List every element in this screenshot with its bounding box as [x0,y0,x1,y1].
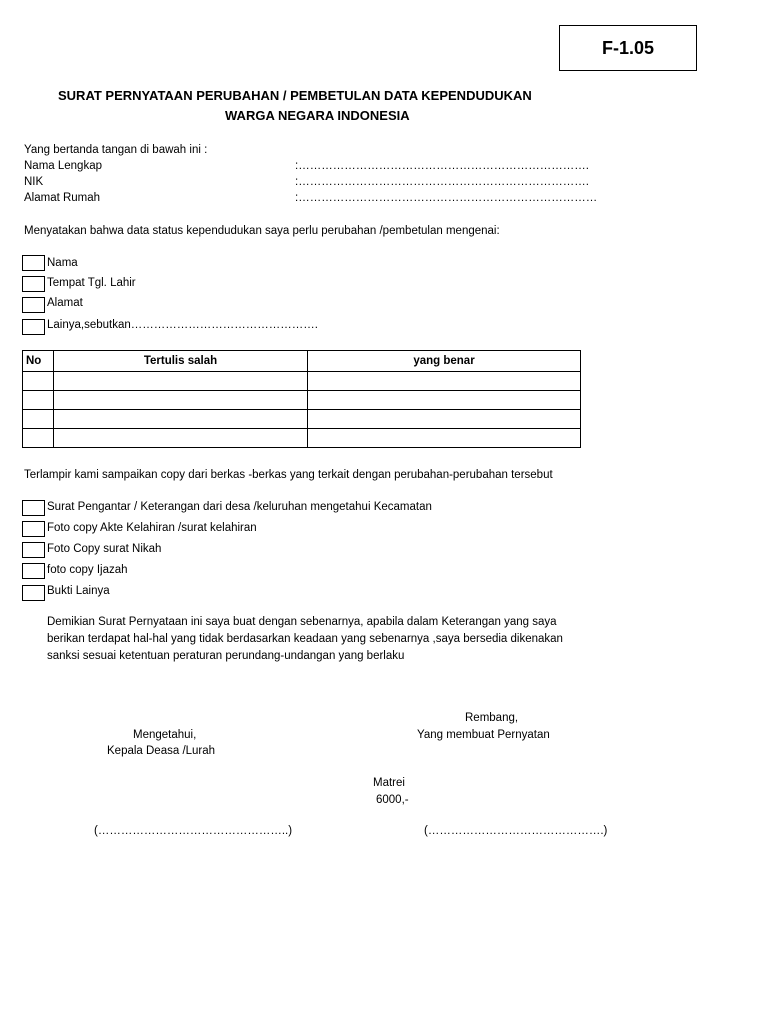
checkbox-address[interactable] [22,297,45,313]
table-row [23,429,581,448]
right-signatory-title: Yang membuat Pernyatan [417,729,550,741]
table-row [23,391,581,410]
option-label-birth: Tempat Tgl. Lahir [47,277,136,289]
attachment-label-5: Bukti Lainya [47,585,110,597]
checkbox-nama[interactable] [22,255,45,271]
checkbox-attachment-1[interactable] [22,500,45,516]
stamp-label: Matrei [373,777,405,789]
field-label-address: Alamat Rumah [24,192,101,204]
document-title-line1: SURAT PERNYATAAN PERUBAHAN / PEMBETULAN DATA KEPENDUDUKAN [58,88,532,103]
table-header-correct: yang benar [308,351,581,372]
attachment-intro: Terlampir kami sampaikan copy dari berkas -berkas yang terkait dengan perubahan-perubahan tersebut [24,469,553,481]
field-label-nik: NIK [24,176,44,188]
option-label-other: Lainya,sebutkan…………………………………………. [47,319,318,331]
field-label-name: Nama Lengkap [24,160,102,172]
document-title-line2: WARGA NEGARA INDONESIA [225,108,410,123]
field-value-nik[interactable]: :…………………………………………………………………. [295,176,589,188]
field-value-name[interactable]: :…………………………………………………………………. [295,160,589,172]
signature-place: Rembang, [465,712,519,724]
left-signatory-title-2: Kepala Deasa /Lurah [107,745,216,757]
checkbox-attachment-3[interactable] [22,542,45,558]
attachment-label-1: Surat Pengantar / Keterangan dari desa /keluruhan mengetahui Kecamatan [47,501,432,513]
table-cell[interactable] [54,410,308,429]
checkbox-other[interactable] [22,319,45,335]
closing-line-3: sanksi sesuai ketentuan peraturan perundang-undangan yang berlaku [47,650,405,662]
form-code: F-1.05 [601,37,655,58]
closing-line-2: berikan terdapat hal-hal yang tidak berdasarkan keadaan yang sebenarnya ,saya bersedia dikenakan [47,633,563,645]
option-label-address: Alamat [47,297,83,309]
intro-text: Yang bertanda tangan di bawah ini : [24,144,208,156]
attachment-label-2: Foto copy Akte Kelahiran /surat kelahiran [47,522,257,534]
table-cell[interactable] [23,372,54,391]
table-cell[interactable] [54,429,308,448]
checkbox-attachment-4[interactable] [22,563,45,579]
table-header-wrong: Tertulis salah [54,351,308,372]
right-signature-line: (……………………………………….) [424,825,608,837]
checkbox-birth[interactable] [22,276,45,292]
statement-text: Menyatakan bahwa data status kependudukan saya perlu perubahan /pembetulan mengenai: [24,225,500,237]
form-code-box [559,25,697,71]
table-header-no: No [23,351,54,372]
table-cell[interactable] [23,391,54,410]
field-value-address[interactable]: :…………………………………………………………………… [295,192,598,204]
table-row [23,372,581,391]
closing-line-1: Demikian Surat Pernyataan ini saya buat dengan sebenarnya, apabila dalam Keterangan yang saya [47,616,557,628]
checkbox-attachment-2[interactable] [22,521,45,537]
left-signature-line: (…………………………………………..) [94,825,293,837]
table-cell[interactable] [308,391,581,410]
table-cell[interactable] [308,410,581,429]
checkbox-attachment-5[interactable] [22,585,45,601]
attachment-label-3: Foto Copy surat Nikah [47,543,162,555]
table-header-row [23,351,581,372]
table-cell[interactable] [23,429,54,448]
table-cell[interactable] [308,429,581,448]
table-row [23,410,581,429]
correction-table [22,350,581,448]
stamp-value: 6000,- [376,794,409,806]
left-signatory-title-1: Mengetahui, [133,729,197,741]
table-cell[interactable] [23,410,54,429]
table-cell[interactable] [54,391,308,410]
table-cell[interactable] [308,372,581,391]
attachment-label-4: foto copy Ijazah [47,564,128,576]
table-cell[interactable] [54,372,308,391]
option-label-nama: Nama [47,257,78,269]
